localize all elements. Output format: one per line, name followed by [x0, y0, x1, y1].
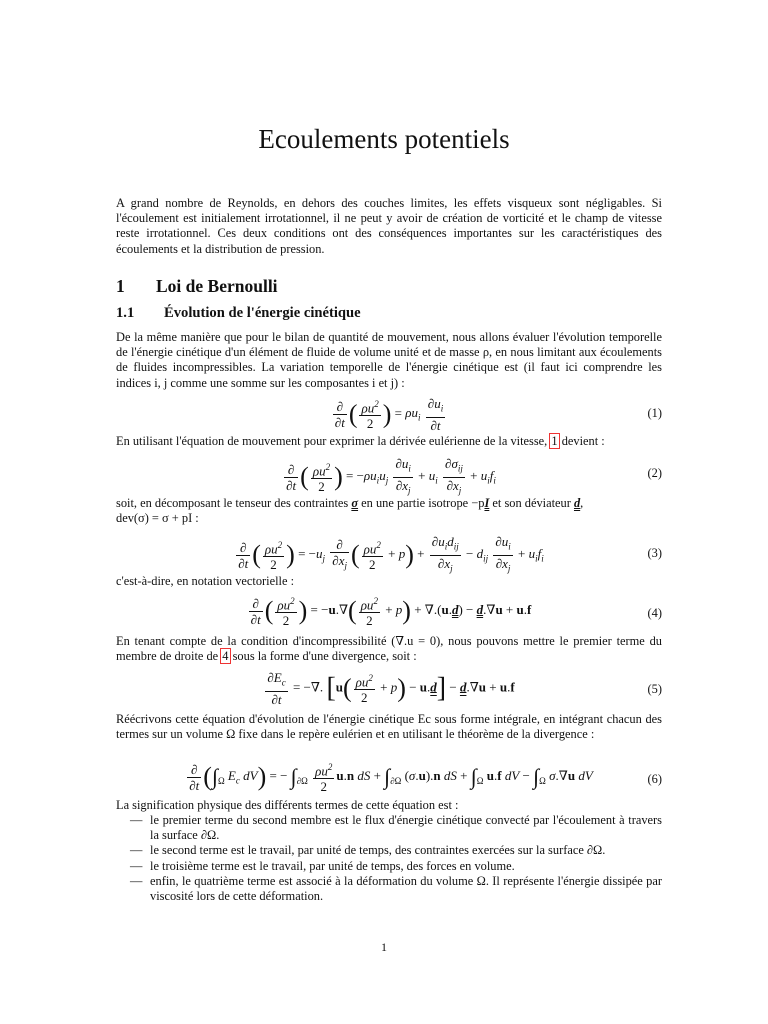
section-number: 1 — [116, 276, 125, 296]
equation-6: $\frac{\partial}{\partial t}$ ($\int_\Omega$ $E_c$ dV) = − $\int_{\partial\Omega}$ $\frac{\rho u^2}{2}$ u.n dS + $\int_{\partial\Omega}$ (σ.u).n dS + $\int_\Omega$ u.f dV − $\int_\Omega$ σ.∇u dV (6) — [189, 761, 662, 795]
subsection-number: 1.1 — [116, 305, 135, 321]
section-title: Loi de Bernoulli — [156, 276, 278, 296]
equation-2: $\frac{\partial}{\partial t}$ ( $\frac{\rho u^2}{2}$ ) = $-\rho u_iu_j$ $\frac{\partial u_i}{\partial x_j}$ + $u_i$ $\frac{\partial\sigma_{ij}}{\partial x_j}$ + $u_if_i$ (2) — [286, 456, 662, 496]
paragraph-integral-form: Réécrivons cette équation d'évolution de l'énergie cinétique Ec sous forme intégrale, en intégrant chacun des termes sur un volume Ω fixe dans le repère eulérien et en utilisant le théorème de la divergence : — [116, 712, 662, 742]
paragraph-motion-equation: En utilisant l'équation de mouvement pour exprimer la dérivée eulérienne de la vitesse, 1 devient : — [116, 434, 605, 448]
subsection-title: Évolution de l'énergie cinétique — [164, 305, 361, 321]
paragraph-incompressibility: En tenant compte de la condition d'incompressibilité (∇.u = 0), nous pouvons mettre le premier terme du membre de droite de 4 sous la forme d'une divergence, soit : — [116, 634, 662, 664]
equation-5: $\frac{\partial E_c}{\partial t}$ = −∇. [u( $\frac{\rho u^2}{2}$ + p) − u.d] − d.∇u + u.f (5) — [267, 670, 662, 707]
equation-reference-link[interactable]: 4 — [222, 649, 229, 664]
list-item: — le premier terme du second membre est le flux d'énergie cinétique convecté par l'écoulement à travers la surface ∂Ω. — [130, 813, 662, 843]
page-title: Ecoulements potentiels — [258, 124, 510, 154]
paragraph-vector-notation: c'est-à-dire, en notation vectorielle : — [116, 574, 295, 588]
list-item: — le second terme est le travail, par unité de temps, des contraintes exercées sur la surface ∂Ω. — [130, 843, 662, 858]
page-number: 1 — [381, 940, 387, 954]
list-item: — le troisième terme est le travail, par unité de temps, des forces en volume. — [130, 859, 662, 874]
equation-number: (6) — [647, 772, 662, 786]
equation-number: (1) — [647, 406, 662, 420]
paragraph-stress-tensor: soit, en décomposant le tenseur des contraintes σ en une partie isotrope −pI et son déviateur d, dev(σ) = σ + pI : — [116, 496, 584, 526]
subsection-heading — [116, 305, 361, 322]
equation-number: (5) — [647, 682, 662, 696]
equation-number: (2) — [647, 466, 662, 480]
section-heading — [116, 276, 278, 297]
paragraph-kinetic-energy: De la même manière que pour le bilan de quantité de mouvement, nous allons évaluer l'évolution temporelle de l'énergie cinétique d'un élément de fluide de volume unité et de masse ρ, en nous limitant aux écoulements de fluides incompressibles. La variation temporelle de l'énergie cinétique est (il faut ici comprendre les indices i, j comme une somme sur les composantes i et j) : — [116, 330, 662, 390]
equation-1: $\frac{\partial}{\partial t}$ ( $\frac{\rho u^2}{2}$ ) = $\rho u_i$ $\frac{\partial u_i}{\partial t}$ (1) — [334, 396, 662, 433]
intro-paragraph: A grand nombre de Reynolds, en dehors des couches limites, les effets visqueux sont négligables. Si l'écoulement est initialement irrotationnel, il ne peut y avoir de création de vorticité et le champ de vitesse reste irrotationnel. Ces deux conditions ont des conséquences importantes sur les caractéristiques des écoulements et la distribution de pression. — [116, 196, 662, 256]
terms-list — [130, 813, 662, 904]
equation-3: $\frac{\partial}{\partial t}$ ( $\frac{\rho u^2}{2}$ ) = $-u_j$ $\frac{\partial}{\partial x_j}$ ( $\frac{\rho u^2}{2}$ + p) + $\frac{\partial u_id_{ij}}{\partial x_j}$ − $d_{ij}$ $\frac{\partial u_i}{\partial x_j}$ + $u_if_i$ (3) — [238, 534, 662, 574]
list-item: — enfin, le quatrième terme est associé à la déformation du volume Ω. Il représente l'énergie dissipée par viscosité lors de cette déformation. — [130, 874, 662, 904]
equation-4: $\frac{\partial}{\partial t}$ ( $\frac{\rho u^2}{2}$ ) = −u.∇( $\frac{\rho u^2}{2}$ + p) + ∇.(u.d) − d.∇u + u.f (4) — [250, 595, 662, 629]
equation-reference-link[interactable]: 1 — [551, 434, 558, 448]
paragraph-physical-meaning: La signification physique des différents termes de cette équation est : — [116, 798, 459, 812]
equation-number: (3) — [647, 546, 662, 560]
equation-number: (4) — [647, 606, 662, 620]
